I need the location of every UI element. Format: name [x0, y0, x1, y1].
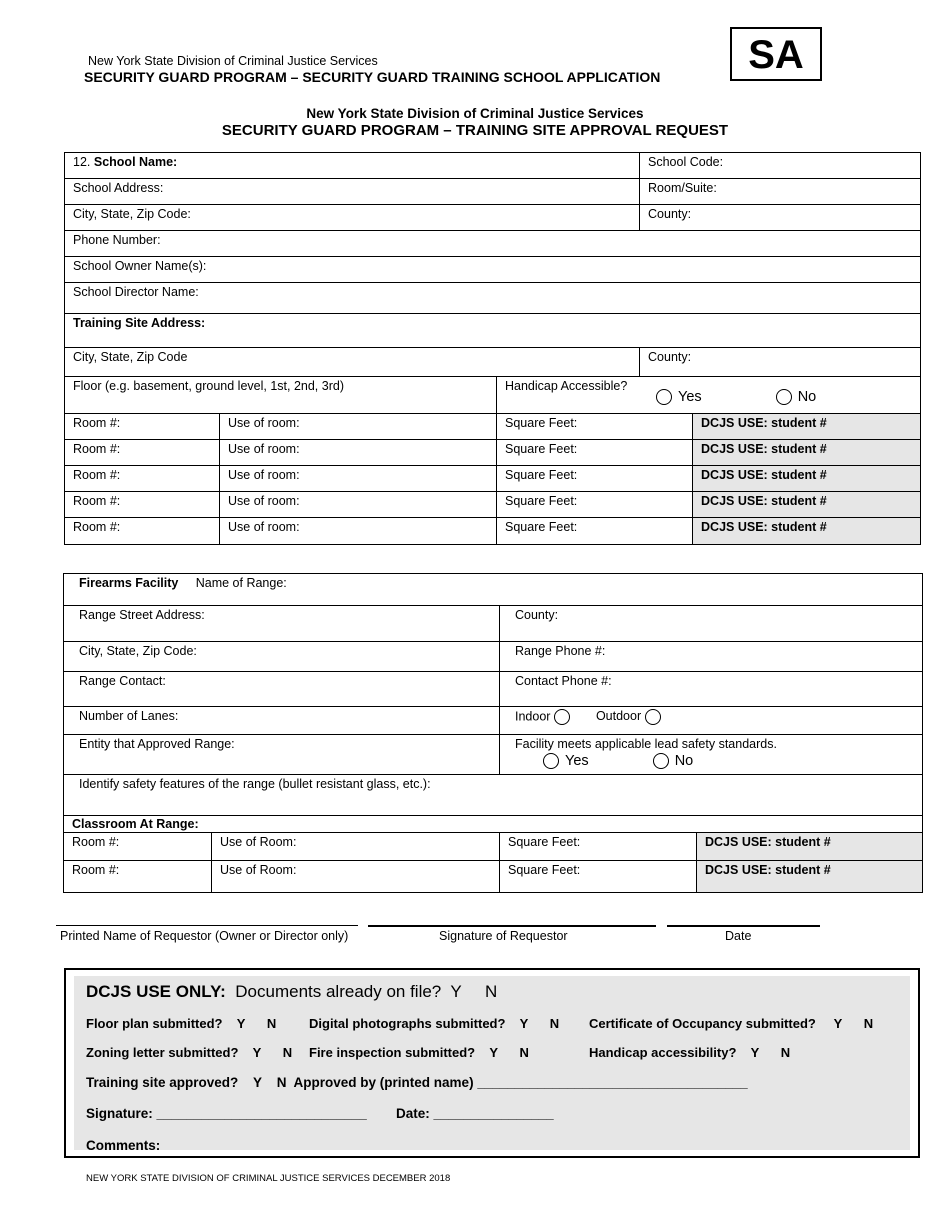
- printed-name-line[interactable]: [56, 925, 358, 926]
- classroom-at-range-label: Classroom At Range:: [64, 816, 923, 833]
- handicap-no-radio[interactable]: [776, 389, 792, 405]
- printed-name-label: Printed Name of Requestor (Owner or Director only): [60, 929, 349, 943]
- range-name-field[interactable]: Firearms Facility Name of Range:: [64, 574, 923, 606]
- lead-yes-label: Yes: [565, 753, 589, 769]
- handicap-yes-label: Yes: [678, 389, 702, 405]
- room-number-field[interactable]: Room #:: [65, 492, 220, 518]
- handicap-yes-radio[interactable]: [656, 389, 672, 405]
- docs-on-file: Documents already on file? Y N: [235, 982, 498, 1001]
- range-city-field[interactable]: City, State, Zip Code:: [64, 642, 500, 672]
- occupancy-submitted: Certificate of Occupancy submitted? Y N: [589, 1016, 874, 1031]
- contact-phone-field[interactable]: Contact Phone #:: [500, 672, 923, 707]
- range-county-field[interactable]: County:: [500, 606, 923, 642]
- site-city-state-zip-field[interactable]: City, State, Zip Code: [65, 348, 640, 377]
- school-owner-field[interactable]: School Owner Name(s):: [65, 257, 921, 283]
- number-of-lanes-field[interactable]: Number of Lanes:: [64, 707, 500, 735]
- dcjs-signature: Signature: ____________________________: [86, 1106, 367, 1121]
- room-row: [65, 492, 921, 518]
- range-room-row: [64, 833, 923, 861]
- square-feet-field[interactable]: Square Feet:: [497, 492, 693, 518]
- handicap-accessible-field: [497, 377, 921, 414]
- range-room-number-field[interactable]: Room #:: [64, 861, 212, 893]
- room-number-field[interactable]: Room #:: [65, 414, 220, 440]
- range-dcjs-student-field: DCJS USE: student #: [697, 861, 923, 893]
- training-site-approved: Training site approved? Y N Approved by (printed name) ____________________________________: [86, 1075, 748, 1090]
- square-feet-field[interactable]: Square Feet:: [497, 518, 693, 545]
- square-feet-field[interactable]: Square Feet:: [497, 440, 693, 466]
- lead-no-radio[interactable]: [653, 753, 669, 769]
- zoning-submitted: Zoning letter submitted? Y N: [86, 1045, 293, 1060]
- dcjs-title-line: [86, 982, 497, 1002]
- range-room-number-field[interactable]: Room #:: [64, 833, 212, 861]
- range-use-of-room-field[interactable]: Use of Room:: [212, 861, 500, 893]
- floor-plan-submitted: Floor plan submitted? Y N: [86, 1016, 277, 1031]
- room-row: [65, 518, 921, 545]
- range-phone-field[interactable]: Range Phone #:: [500, 642, 923, 672]
- range-square-feet-field[interactable]: Square Feet:: [500, 833, 697, 861]
- agency-small-header: New York State Division of Criminal Justice Services: [88, 54, 378, 68]
- school-info-table: [64, 152, 921, 545]
- room-row: [65, 414, 921, 440]
- firearms-facility-label: Firearms Facility: [79, 576, 179, 590]
- agency-title: New York State Division of Criminal Justice Services: [306, 106, 644, 121]
- firearms-table: [63, 573, 923, 893]
- range-dcjs-student-field: DCJS USE: student #: [697, 833, 923, 861]
- school-code-field[interactable]: School Code:: [640, 153, 921, 179]
- room-row: [65, 440, 921, 466]
- school-name-field[interactable]: 12. School Name:: [65, 153, 640, 179]
- range-street-field[interactable]: Range Street Address:: [64, 606, 500, 642]
- city-state-zip-field[interactable]: City, State, Zip Code:: [65, 205, 640, 231]
- form-code-box: SA: [730, 27, 822, 81]
- signature-label: Signature of Requestor: [439, 929, 568, 943]
- room-number-field[interactable]: Room #:: [65, 518, 220, 545]
- range-use-of-room-field[interactable]: Use of Room:: [212, 833, 500, 861]
- outdoor-label: Outdoor: [595, 709, 642, 724]
- dcjs-date: Date: ________________: [396, 1106, 554, 1121]
- lead-no-label: No: [674, 753, 694, 769]
- safety-features-field[interactable]: Identify safety features of the range (bullet resistant glass, etc.):: [64, 775, 923, 816]
- school-director-field[interactable]: School Director Name:: [65, 283, 921, 314]
- lead-yes-radio[interactable]: [543, 753, 559, 769]
- use-of-room-field[interactable]: Use of room:: [220, 492, 497, 518]
- footer: NEW YORK STATE DIVISION OF CRIMINAL JUSTICE SERVICES DECEMBER 2018: [86, 1173, 451, 1184]
- phone-number-field[interactable]: Phone Number:: [65, 231, 921, 257]
- room-row: [65, 466, 921, 492]
- indoor-outdoor-field: [500, 707, 923, 735]
- use-of-room-field[interactable]: Use of room:: [220, 518, 497, 545]
- indoor-label: Indoor: [515, 709, 551, 724]
- program-title: SECURITY GUARD PROGRAM – SECURITY GUARD TRAINING SCHOOL APPLICATION: [84, 69, 661, 85]
- site-county-field[interactable]: County:: [640, 348, 921, 377]
- lead-safety-field: [500, 735, 923, 775]
- entity-approved-field[interactable]: Entity that Approved Range:: [64, 735, 500, 775]
- dcjs-student-field: DCJS USE: student #: [693, 466, 921, 492]
- form-title: SECURITY GUARD PROGRAM – TRAINING SITE APPROVAL REQUEST: [221, 122, 729, 139]
- square-feet-field[interactable]: Square Feet:: [497, 414, 693, 440]
- handicap-accessibility: Handicap accessibility? Y N: [589, 1045, 791, 1060]
- square-feet-field[interactable]: Square Feet:: [497, 466, 693, 492]
- dcjs-student-field: DCJS USE: student #: [693, 492, 921, 518]
- use-of-room-field[interactable]: Use of room:: [220, 440, 497, 466]
- dcjs-title: DCJS USE ONLY:: [86, 982, 226, 1001]
- range-room-row: [64, 861, 923, 893]
- school-address-field[interactable]: School Address:: [65, 179, 640, 205]
- handicap-label: Handicap Accessible?: [505, 379, 628, 393]
- use-of-room-field[interactable]: Use of room:: [220, 466, 497, 492]
- county-field[interactable]: County:: [640, 205, 921, 231]
- room-number-field[interactable]: Room #:: [65, 466, 220, 492]
- dcjs-student-field: DCJS USE: student #: [693, 440, 921, 466]
- dcjs-use-only-box: [64, 968, 920, 1158]
- use-of-room-field[interactable]: Use of room:: [220, 414, 497, 440]
- room-number-field[interactable]: Room #:: [65, 440, 220, 466]
- dcjs-comments: Comments:: [86, 1138, 161, 1153]
- signature-line[interactable]: [368, 925, 656, 927]
- range-square-feet-field[interactable]: Square Feet:: [500, 861, 697, 893]
- date-label: Date: [725, 929, 752, 943]
- floor-field[interactable]: Floor (e.g. basement, ground level, 1st, 2nd, 3rd): [65, 377, 497, 414]
- room-suite-field[interactable]: Room/Suite:: [640, 179, 921, 205]
- dcjs-student-field: DCJS USE: student #: [693, 518, 921, 545]
- lead-safety-label: Facility meets applicable lead safety standards.: [515, 737, 777, 751]
- fire-inspection-submitted: Fire inspection submitted? Y N: [309, 1045, 529, 1060]
- photos-submitted: Digital photographs submitted? Y N: [309, 1016, 560, 1031]
- handicap-no-label: No: [797, 389, 817, 405]
- dcjs-student-field: DCJS USE: student #: [693, 414, 921, 440]
- date-line[interactable]: [667, 925, 820, 927]
- indoor-radio[interactable]: [554, 709, 570, 725]
- outdoor-radio[interactable]: [645, 709, 661, 725]
- training-site-address-field[interactable]: Training Site Address:: [65, 314, 921, 348]
- range-contact-field[interactable]: Range Contact:: [64, 672, 500, 707]
